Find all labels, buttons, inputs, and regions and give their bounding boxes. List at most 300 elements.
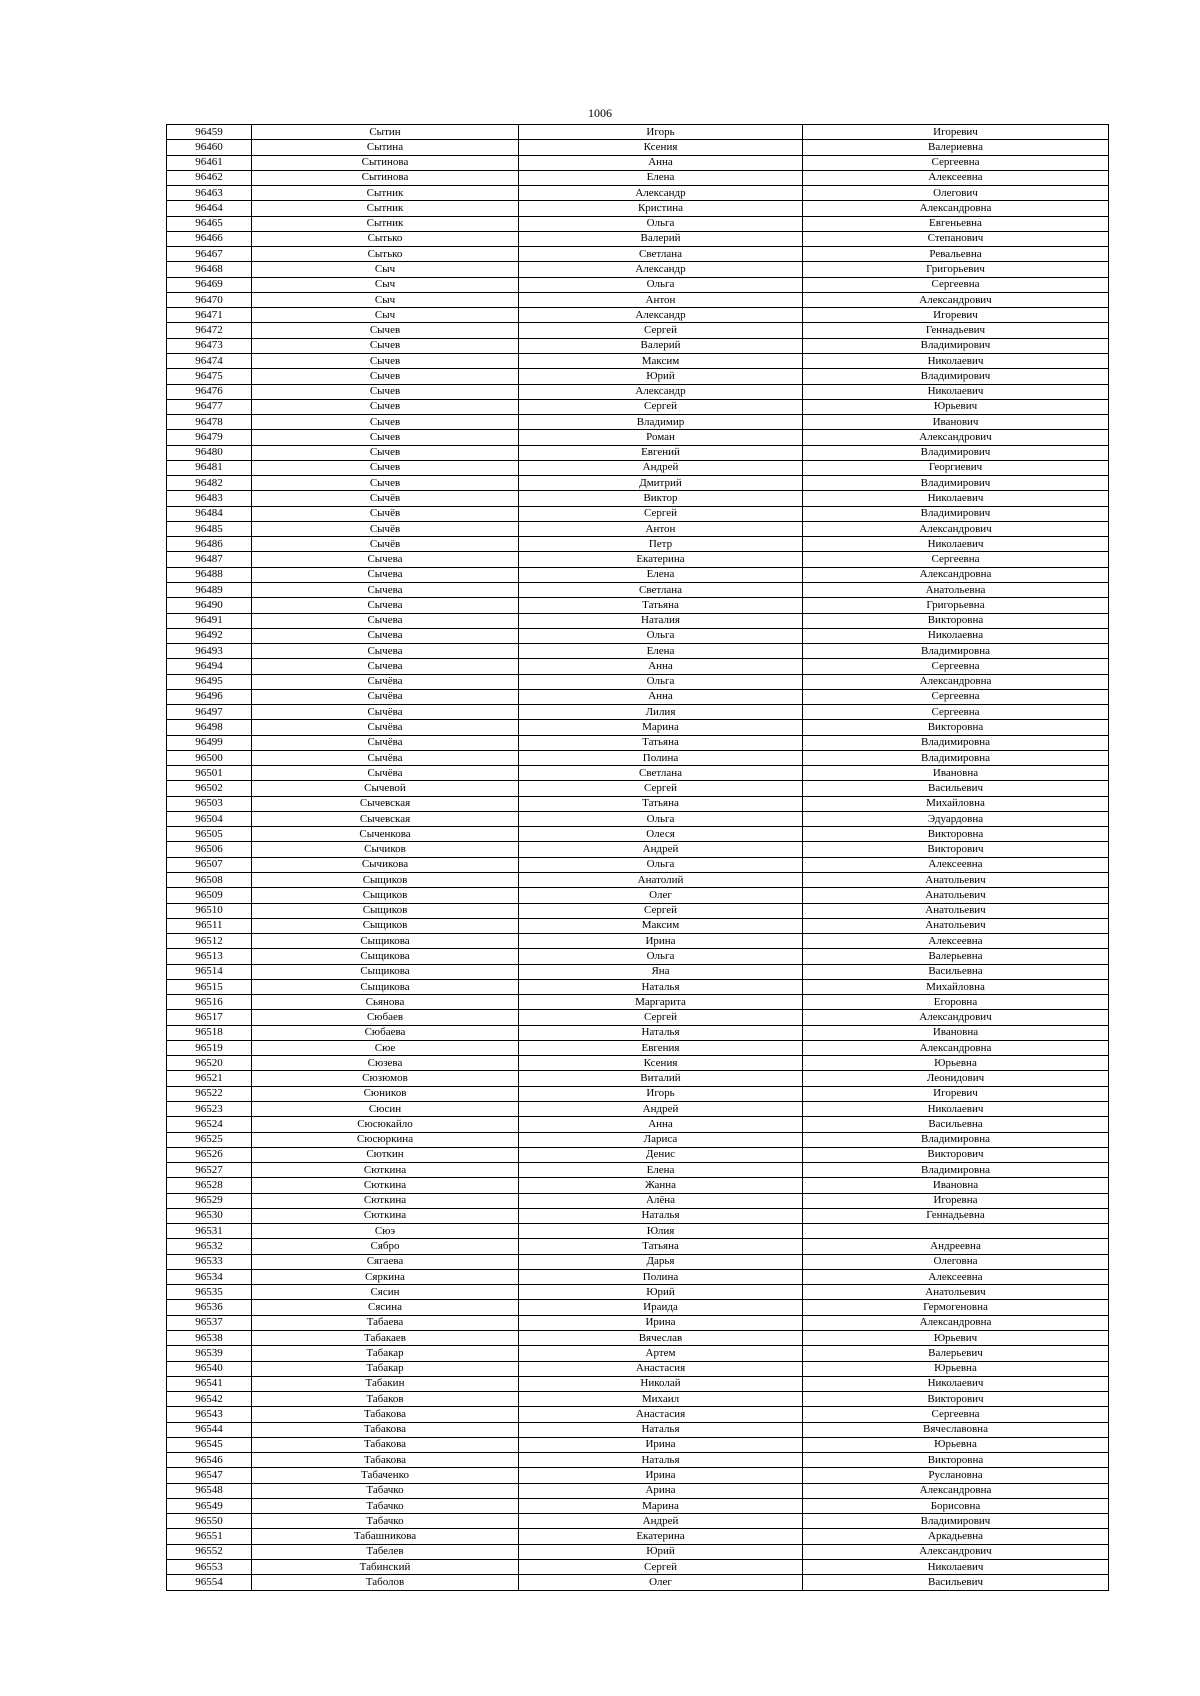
table-row [167, 1117, 1109, 1132]
table-row [167, 750, 1109, 765]
last-name-cell: Сыч [252, 262, 519, 277]
patronymic-cell: Викторович [803, 1147, 1109, 1162]
patronymic-cell: Александрович [803, 292, 1109, 307]
last-name-cell: Сюсин [252, 1102, 519, 1117]
table-row [167, 918, 1109, 933]
patronymic-cell: Александрович [803, 1544, 1109, 1559]
last-name-cell: Сюзюмов [252, 1071, 519, 1086]
patronymic-cell: Валериевна [803, 140, 1109, 155]
record-number-cell: 96477 [167, 399, 252, 414]
first-name-cell: Артем [519, 1346, 803, 1361]
last-name-cell: Сычева [252, 598, 519, 613]
record-number-cell: 96504 [167, 811, 252, 826]
table-row [167, 1010, 1109, 1025]
first-name-cell: Анастасия [519, 1407, 803, 1422]
table-row [167, 1575, 1109, 1590]
patronymic-cell: Сергеевна [803, 705, 1109, 720]
patronymic-cell: Аркадьевна [803, 1529, 1109, 1544]
last-name-cell: Сыщикова [252, 964, 519, 979]
last-name-cell: Сычев [252, 353, 519, 368]
patronymic-cell: Николаевич [803, 1559, 1109, 1574]
last-name-cell: Сычева [252, 644, 519, 659]
table-row [167, 1269, 1109, 1284]
record-number-cell: 96461 [167, 155, 252, 170]
first-name-cell: Роман [519, 430, 803, 445]
first-name-cell: Лариса [519, 1132, 803, 1147]
record-number-cell: 96516 [167, 995, 252, 1010]
last-name-cell: Сюткин [252, 1147, 519, 1162]
record-number-cell: 96549 [167, 1498, 252, 1513]
first-name-cell: Ирина [519, 934, 803, 949]
record-number-cell: 96510 [167, 903, 252, 918]
first-name-cell: Юрий [519, 1285, 803, 1300]
last-name-cell: Табинский [252, 1559, 519, 1574]
patronymic-cell: Александровна [803, 1315, 1109, 1330]
patronymic-cell: Анатольевич [803, 1285, 1109, 1300]
table-row [167, 1071, 1109, 1086]
last-name-cell: Табакар [252, 1361, 519, 1376]
patronymic-cell: Борисовна [803, 1498, 1109, 1513]
patronymic-cell: Иванович [803, 415, 1109, 430]
last-name-cell: Сычёва [252, 750, 519, 765]
last-name-cell: Сыщиков [252, 903, 519, 918]
table-row [167, 735, 1109, 750]
record-number-cell: 96472 [167, 323, 252, 338]
table-row [167, 1498, 1109, 1513]
patronymic-cell: Ивановна [803, 1025, 1109, 1040]
record-number-cell: 96494 [167, 659, 252, 674]
table-row [167, 292, 1109, 307]
first-name-cell: Елена [519, 170, 803, 185]
table-row [167, 1193, 1109, 1208]
record-number-cell: 96551 [167, 1529, 252, 1544]
table-row [167, 369, 1109, 384]
last-name-cell: Сытник [252, 186, 519, 201]
table-row [167, 1559, 1109, 1574]
last-name-cell: Табакова [252, 1422, 519, 1437]
first-name-cell: Александр [519, 384, 803, 399]
last-name-cell: Табачко [252, 1498, 519, 1513]
record-number-cell: 96531 [167, 1224, 252, 1239]
table-row [167, 1346, 1109, 1361]
patronymic-cell: Викторовна [803, 1453, 1109, 1468]
record-number-cell: 96552 [167, 1544, 252, 1559]
last-name-cell: Сюбаев [252, 1010, 519, 1025]
first-name-cell: Максим [519, 918, 803, 933]
record-number-cell: 96465 [167, 216, 252, 231]
first-name-cell: Наталья [519, 1422, 803, 1437]
patronymic-cell: Викторович [803, 842, 1109, 857]
last-name-cell: Табашникова [252, 1529, 519, 1544]
record-number-cell: 96527 [167, 1163, 252, 1178]
first-name-cell: Сергей [519, 399, 803, 414]
first-name-cell: Валерий [519, 231, 803, 246]
table-row [167, 415, 1109, 430]
table-row [167, 1544, 1109, 1559]
last-name-cell: Сычев [252, 384, 519, 399]
record-number-cell: 96497 [167, 705, 252, 720]
table-row [167, 170, 1109, 185]
table-row [167, 1025, 1109, 1040]
first-name-cell: Николай [519, 1376, 803, 1391]
table-row [167, 1392, 1109, 1407]
record-number-cell: 96526 [167, 1147, 252, 1162]
record-number-cell: 96490 [167, 598, 252, 613]
first-name-cell: Ольга [519, 949, 803, 964]
patronymic-cell: Гермогеновна [803, 1300, 1109, 1315]
first-name-cell: Анна [519, 1117, 803, 1132]
table-row [167, 262, 1109, 277]
table-row [167, 1529, 1109, 1544]
patronymic-cell: Николаевич [803, 1376, 1109, 1391]
table-row [167, 781, 1109, 796]
first-name-cell: Андрей [519, 1514, 803, 1529]
first-name-cell: Юрий [519, 1544, 803, 1559]
table-row [167, 1147, 1109, 1162]
record-number-cell: 96507 [167, 857, 252, 872]
first-name-cell: Петр [519, 537, 803, 552]
last-name-cell: Сычёва [252, 720, 519, 735]
first-name-cell: Ксения [519, 140, 803, 155]
table-row [167, 995, 1109, 1010]
patronymic-cell: Васильевич [803, 781, 1109, 796]
patronymic-cell: Александровна [803, 201, 1109, 216]
last-name-cell: Сычёв [252, 506, 519, 521]
patronymic-cell: Николаевич [803, 1102, 1109, 1117]
first-name-cell: Александр [519, 262, 803, 277]
last-name-cell: Сюэ [252, 1224, 519, 1239]
record-number-cell: 96534 [167, 1269, 252, 1284]
last-name-cell: Табакар [252, 1346, 519, 1361]
record-number-cell: 96488 [167, 567, 252, 582]
record-number-cell: 96513 [167, 949, 252, 964]
record-number-cell: 96550 [167, 1514, 252, 1529]
table-row [167, 201, 1109, 216]
last-name-cell: Сычев [252, 445, 519, 460]
patronymic-cell: Владимирович [803, 445, 1109, 460]
last-name-cell: Сычев [252, 430, 519, 445]
record-number-cell: 96475 [167, 369, 252, 384]
record-number-cell: 96500 [167, 750, 252, 765]
table-row [167, 613, 1109, 628]
table-row [167, 125, 1109, 140]
record-number-cell: 96512 [167, 934, 252, 949]
first-name-cell: Вячеслав [519, 1330, 803, 1345]
table-row [167, 1086, 1109, 1101]
first-name-cell: Татьяна [519, 598, 803, 613]
table-row [167, 857, 1109, 872]
record-number-cell: 96542 [167, 1392, 252, 1407]
last-name-cell: Таболов [252, 1575, 519, 1590]
table-row [167, 1468, 1109, 1483]
patronymic-cell: Юрьевна [803, 1361, 1109, 1376]
table-row [167, 460, 1109, 475]
first-name-cell: Наталья [519, 1025, 803, 1040]
last-name-cell: Сычева [252, 628, 519, 643]
last-name-cell: Сягаева [252, 1254, 519, 1269]
patronymic-cell: Георгиевич [803, 460, 1109, 475]
table-row [167, 628, 1109, 643]
table-row [167, 277, 1109, 292]
patronymic-cell: Викторовна [803, 720, 1109, 735]
table-row [167, 659, 1109, 674]
first-name-cell: Олеся [519, 827, 803, 842]
first-name-cell: Ольга [519, 811, 803, 826]
last-name-cell: Сыщикова [252, 934, 519, 949]
record-number-cell: 96514 [167, 964, 252, 979]
last-name-cell: Сюткина [252, 1208, 519, 1223]
patronymic-cell: Михайловна [803, 979, 1109, 994]
last-name-cell: Сябро [252, 1239, 519, 1254]
patronymic-cell: Сергеевна [803, 659, 1109, 674]
record-number-cell: 96485 [167, 521, 252, 536]
first-name-cell: Дарья [519, 1254, 803, 1269]
record-number-cell: 96462 [167, 170, 252, 185]
record-number-cell: 96522 [167, 1086, 252, 1101]
record-number-cell: 96520 [167, 1056, 252, 1071]
first-name-cell: Наталья [519, 1453, 803, 1468]
last-name-cell: Сычевская [252, 811, 519, 826]
patronymic-cell: Геннадьевич [803, 323, 1109, 338]
table-row [167, 1056, 1109, 1071]
patronymic-cell: Геннадьевна [803, 1208, 1109, 1223]
record-number-cell: 96495 [167, 674, 252, 689]
record-number-cell: 96474 [167, 353, 252, 368]
table-row [167, 1102, 1109, 1117]
first-name-cell: Ксения [519, 1056, 803, 1071]
record-number-cell: 96537 [167, 1315, 252, 1330]
first-name-cell: Анна [519, 155, 803, 170]
last-name-cell: Сычев [252, 369, 519, 384]
patronymic-cell: Анатольевна [803, 582, 1109, 597]
table-row [167, 476, 1109, 491]
patronymic-cell: Александровна [803, 674, 1109, 689]
record-number-cell: 96491 [167, 613, 252, 628]
record-number-cell: 96511 [167, 918, 252, 933]
last-name-cell: Сытинова [252, 170, 519, 185]
first-name-cell: Александр [519, 308, 803, 323]
patronymic-cell: Викторович [803, 1392, 1109, 1407]
last-name-cell: Сыщиков [252, 888, 519, 903]
record-number-cell: 96482 [167, 476, 252, 491]
table-row [167, 308, 1109, 323]
first-name-cell: Арина [519, 1483, 803, 1498]
patronymic-cell: Владимировна [803, 1132, 1109, 1147]
first-name-cell: Ольга [519, 216, 803, 231]
first-name-cell: Ирина [519, 1315, 803, 1330]
table-row [167, 934, 1109, 949]
last-name-cell: Сясин [252, 1285, 519, 1300]
table-row [167, 231, 1109, 246]
first-name-cell: Марина [519, 720, 803, 735]
patronymic-cell: Владимирович [803, 476, 1109, 491]
patronymic-cell: Владимировна [803, 644, 1109, 659]
table-row [167, 247, 1109, 262]
patronymic-cell: Владимирович [803, 1514, 1109, 1529]
first-name-cell: Татьяна [519, 796, 803, 811]
table-row [167, 399, 1109, 414]
record-number-cell: 96553 [167, 1559, 252, 1574]
table-row [167, 353, 1109, 368]
first-name-cell: Сергей [519, 323, 803, 338]
table-row [167, 598, 1109, 613]
patronymic-cell: Викторовна [803, 827, 1109, 842]
record-number-cell: 96545 [167, 1437, 252, 1452]
table-row [167, 1514, 1109, 1529]
last-name-cell: Сыч [252, 292, 519, 307]
patronymic-cell: Игоревич [803, 1086, 1109, 1101]
table-row [167, 796, 1109, 811]
first-name-cell: Сергей [519, 781, 803, 796]
first-name-cell: Денис [519, 1147, 803, 1162]
last-name-cell: Сюзева [252, 1056, 519, 1071]
first-name-cell: Светлана [519, 247, 803, 262]
record-number-cell: 96541 [167, 1376, 252, 1391]
first-name-cell: Жанна [519, 1178, 803, 1193]
record-number-cell: 96530 [167, 1208, 252, 1223]
last-name-cell: Сясина [252, 1300, 519, 1315]
first-name-cell: Евгений [519, 445, 803, 460]
first-name-cell: Алёна [519, 1193, 803, 1208]
record-number-cell: 96493 [167, 644, 252, 659]
last-name-cell: Сыч [252, 277, 519, 292]
table-row [167, 1300, 1109, 1315]
table-row [167, 1422, 1109, 1437]
roster-table [166, 124, 1109, 1591]
last-name-cell: Табаева [252, 1315, 519, 1330]
last-name-cell: Сычева [252, 582, 519, 597]
record-number-cell: 96508 [167, 873, 252, 888]
first-name-cell: Татьяна [519, 1239, 803, 1254]
record-number-cell: 96505 [167, 827, 252, 842]
record-number-cell: 96463 [167, 186, 252, 201]
last-name-cell: Сытник [252, 201, 519, 216]
first-name-cell: Сергей [519, 903, 803, 918]
patronymic-cell: Сергеевна [803, 552, 1109, 567]
last-name-cell: Табачко [252, 1483, 519, 1498]
patronymic-cell: Алексеевна [803, 1269, 1109, 1284]
last-name-cell: Табаков [252, 1392, 519, 1407]
last-name-cell: Сыщикова [252, 949, 519, 964]
last-name-cell: Сычевой [252, 781, 519, 796]
last-name-cell: Сюсюркина [252, 1132, 519, 1147]
patronymic-cell: Леонидович [803, 1071, 1109, 1086]
patronymic-cell [803, 1224, 1109, 1239]
first-name-cell: Дмитрий [519, 476, 803, 491]
patronymic-cell: Алексеевна [803, 170, 1109, 185]
last-name-cell: Сычева [252, 552, 519, 567]
first-name-cell: Ольга [519, 857, 803, 872]
patronymic-cell: Васильевна [803, 964, 1109, 979]
record-number-cell: 96525 [167, 1132, 252, 1147]
last-name-cell: Сычев [252, 460, 519, 475]
last-name-cell: Табакова [252, 1453, 519, 1468]
table-row [167, 338, 1109, 353]
first-name-cell: Екатерина [519, 1529, 803, 1544]
record-number-cell: 96478 [167, 415, 252, 430]
first-name-cell: Виктор [519, 491, 803, 506]
record-number-cell: 96529 [167, 1193, 252, 1208]
first-name-cell: Олег [519, 888, 803, 903]
table-row [167, 888, 1109, 903]
table-row [167, 766, 1109, 781]
record-number-cell: 96535 [167, 1285, 252, 1300]
table-row [167, 323, 1109, 338]
first-name-cell: Ирина [519, 1437, 803, 1452]
first-name-cell: Ольга [519, 277, 803, 292]
last-name-cell: Сыщиков [252, 918, 519, 933]
patronymic-cell: Анатольевич [803, 918, 1109, 933]
last-name-cell: Сычева [252, 613, 519, 628]
last-name-cell: Табакова [252, 1437, 519, 1452]
table-row [167, 521, 1109, 536]
last-name-cell: Сюе [252, 1040, 519, 1055]
record-number-cell: 96533 [167, 1254, 252, 1269]
record-number-cell: 96536 [167, 1300, 252, 1315]
patronymic-cell: Сергеевна [803, 277, 1109, 292]
patronymic-cell: Алексеевна [803, 934, 1109, 949]
first-name-cell: Олег [519, 1575, 803, 1590]
table-row [167, 1132, 1109, 1147]
patronymic-cell: Александровна [803, 567, 1109, 582]
first-name-cell: Ираида [519, 1300, 803, 1315]
table-row [167, 674, 1109, 689]
first-name-cell: Антон [519, 292, 803, 307]
patronymic-cell: Игоревич [803, 308, 1109, 323]
last-name-cell: Табелев [252, 1544, 519, 1559]
last-name-cell: Табачко [252, 1514, 519, 1529]
table-row [167, 216, 1109, 231]
first-name-cell: Ольга [519, 674, 803, 689]
first-name-cell: Александр [519, 186, 803, 201]
table-row [167, 1040, 1109, 1055]
first-name-cell: Яна [519, 964, 803, 979]
record-number-cell: 96460 [167, 140, 252, 155]
first-name-cell: Андрей [519, 460, 803, 475]
page-number: 1006 [588, 106, 612, 120]
last-name-cell: Сычев [252, 323, 519, 338]
patronymic-cell: Николаевич [803, 353, 1109, 368]
patronymic-cell: Егоровна [803, 995, 1109, 1010]
patronymic-cell: Евгеньевна [803, 216, 1109, 231]
table-row [167, 1453, 1109, 1468]
table-row [167, 1315, 1109, 1330]
last-name-cell: Сюткина [252, 1178, 519, 1193]
record-number-cell: 96523 [167, 1102, 252, 1117]
record-number-cell: 96506 [167, 842, 252, 857]
last-name-cell: Сычёва [252, 689, 519, 704]
roster-body [167, 125, 1109, 1591]
record-number-cell: 96469 [167, 277, 252, 292]
patronymic-cell: Александровна [803, 1040, 1109, 1055]
record-number-cell: 96479 [167, 430, 252, 445]
table-row [167, 689, 1109, 704]
table-row [167, 964, 1109, 979]
patronymic-cell: Викторовна [803, 613, 1109, 628]
record-number-cell: 96524 [167, 1117, 252, 1132]
patronymic-cell: Валерьевна [803, 949, 1109, 964]
record-number-cell: 96498 [167, 720, 252, 735]
last-name-cell: Сычева [252, 567, 519, 582]
record-number-cell: 96538 [167, 1330, 252, 1345]
last-name-cell: Сыщикова [252, 979, 519, 994]
first-name-cell: Антон [519, 521, 803, 536]
patronymic-cell: Александрович [803, 521, 1109, 536]
record-number-cell: 96539 [167, 1346, 252, 1361]
patronymic-cell: Владимировна [803, 750, 1109, 765]
table-row [167, 155, 1109, 170]
table-row [167, 1285, 1109, 1300]
